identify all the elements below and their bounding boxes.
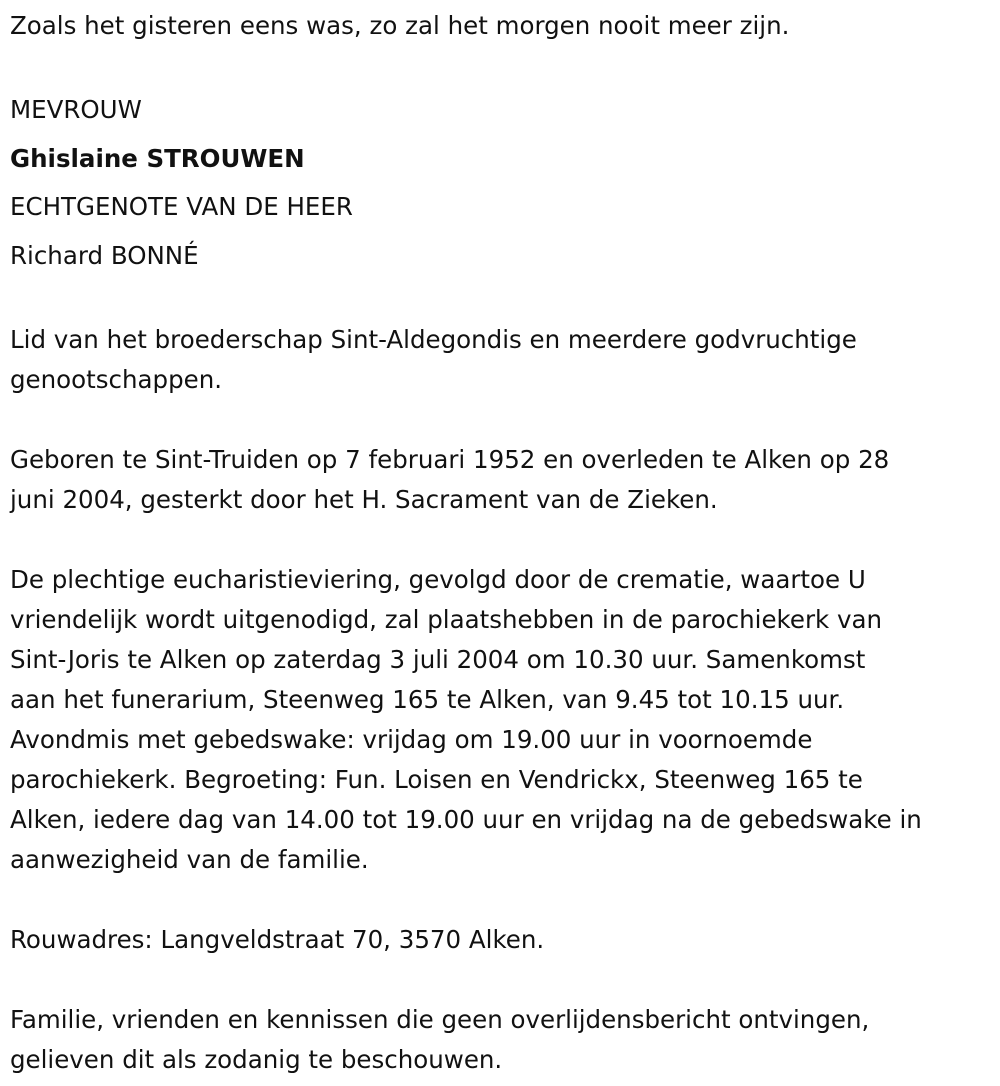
membership-paragraph [10, 320, 922, 400]
paragraph-line: Avondmis met gebedswake: vrijdag om 19.00 uur in voornoemde [10, 725, 813, 754]
motto: Zoals het gisteren eens was, zo zal het morgen nooit meer zijn. [10, 11, 790, 40]
paragraph-line: parochiekerk. Begroeting: Fun. Loisen en Vendrickx, Steenweg 165 te [10, 765, 863, 794]
paragraph-line: genootschappen. [10, 365, 223, 394]
paragraph-line: Rouwadres: Langveldstraat 70, 3570 Alken. [10, 925, 545, 954]
deceased-title: MEVROUW [10, 95, 142, 124]
spouse-name: Richard BONNÉ [10, 240, 199, 270]
mourning-address-paragraph [10, 920, 922, 960]
spacer [10, 520, 922, 560]
spacer [10, 280, 922, 320]
paragraph-line: Lid van het broederschap Sint-Aldegondis en meerdere godvruchtige [10, 325, 857, 354]
paragraph-line: juni 2004, gesterkt door het H. Sacrament van de Zieken. [10, 485, 718, 514]
spacer [10, 960, 922, 1000]
paragraph-line: gelieven dit als zodanig te beschouwen. [10, 1045, 503, 1074]
paragraph-line: vriendelijk wordt uitgenodigd, zal plaatshebben in de parochiekerk van [10, 605, 883, 634]
spacer [10, 400, 922, 440]
obituary-document [10, 6, 922, 1080]
paragraph-line: Familie, vrienden en kennissen die geen overlijdensbericht ontvingen, [10, 1005, 870, 1034]
notice-paragraph [10, 1000, 922, 1080]
funeral-details-paragraph [10, 560, 922, 880]
deceased-block [10, 86, 922, 280]
relation-label: ECHTGENOTE VAN DE HEER [10, 192, 353, 221]
paragraph-line: aanwezigheid van de familie. [10, 845, 369, 874]
paragraph-line: Sint-Joris te Alken op zaterdag 3 juli 2004 om 10.30 uur. Samenkomst [10, 645, 866, 674]
paragraph-line: De plechtige eucharistieviering, gevolgd door de crematie, waartoe U [10, 565, 866, 594]
birth-death-paragraph [10, 440, 922, 520]
paragraph-line: Alken, iedere dag van 14.00 tot 19.00 uur en vrijdag na de gebedswake in [10, 805, 922, 834]
spacer [10, 880, 922, 920]
paragraph-line: Geboren te Sint-Truiden op 7 februari 1952 en overleden te Alken op 28 [10, 445, 890, 474]
deceased-name: Ghislaine STROUWEN [10, 143, 305, 173]
body-paragraphs [10, 320, 922, 1080]
paragraph-line: aan het funerarium, Steenweg 165 te Alken, van 9.45 tot 10.15 uur. [10, 685, 845, 714]
spacer [10, 46, 922, 86]
